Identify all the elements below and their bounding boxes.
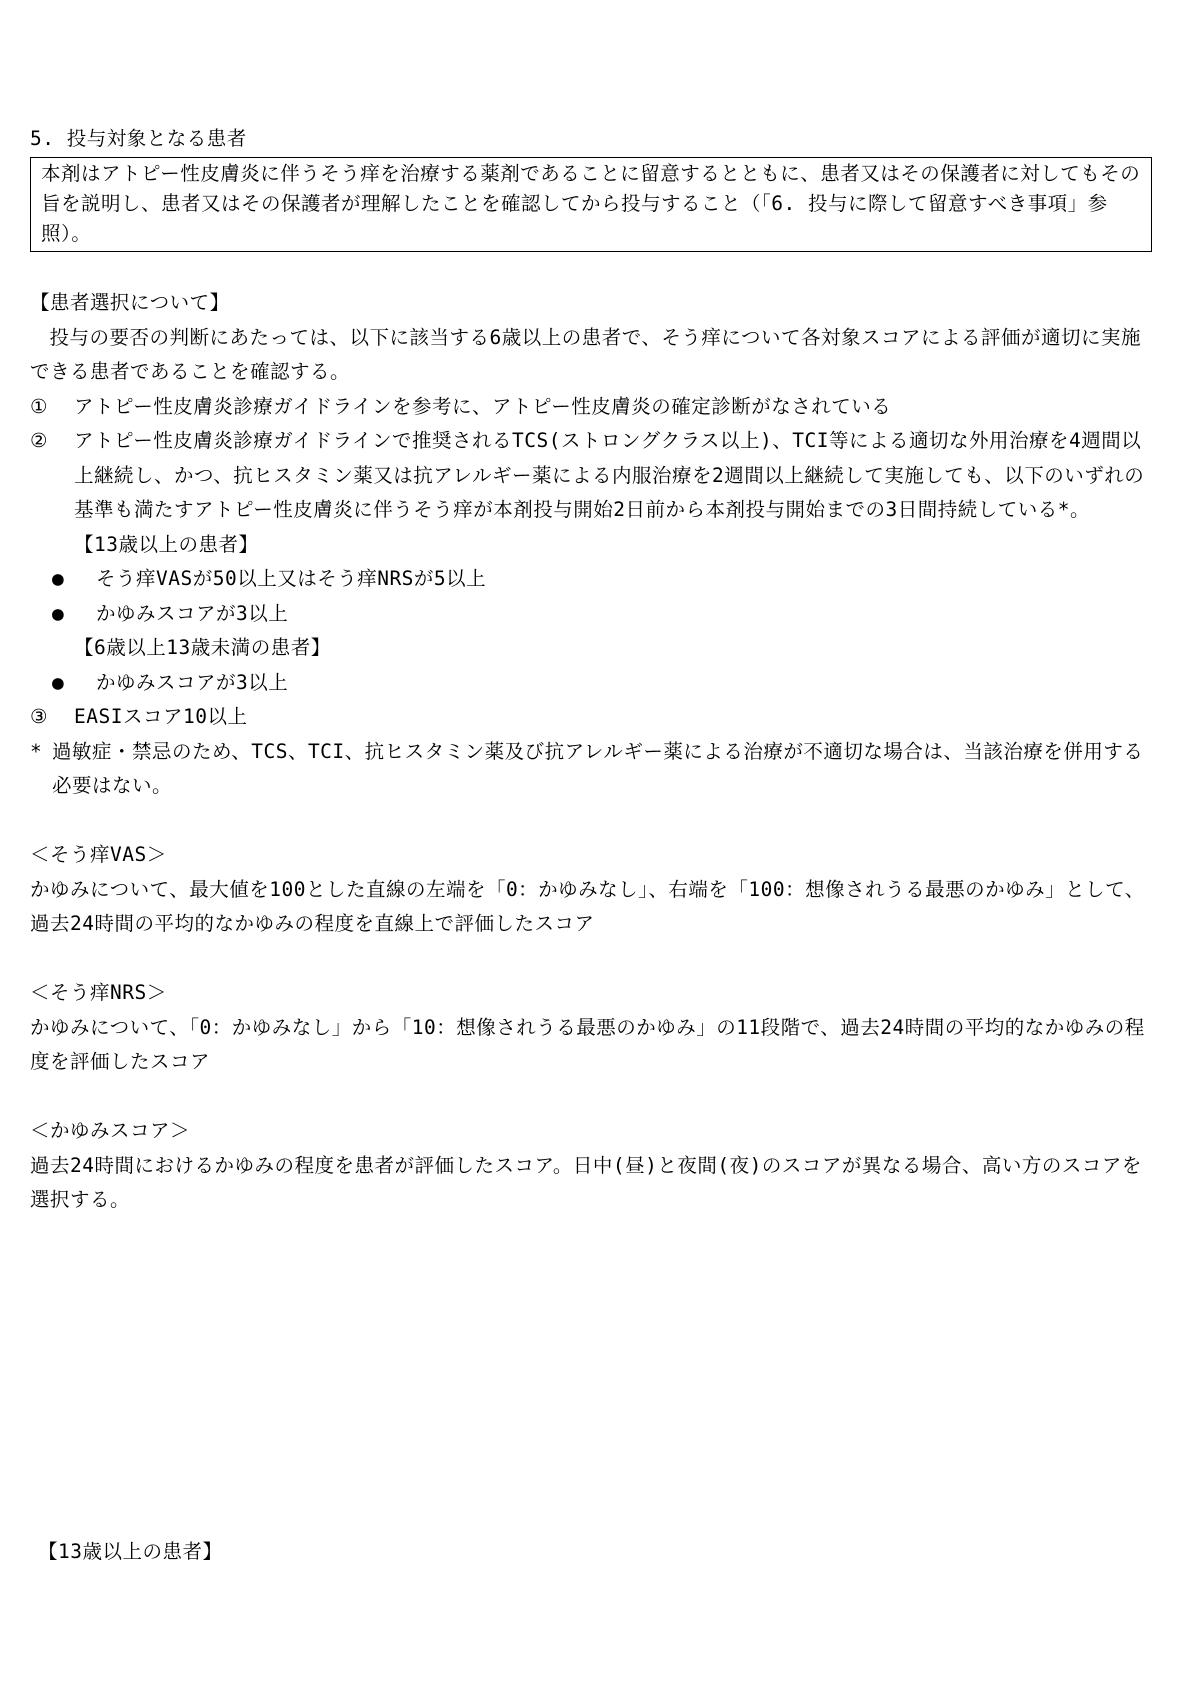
notice-box: 本剤はアトピー性皮膚炎に伴うそう痒を治療する薬剤であることに留意するとともに、患者又はその保護者に対してもその旨を説明し、患者又はその保護者が理解したことを確認してから投与すること（「6. 投与に際して留意すべき事項」参照）。 bbox=[30, 157, 1152, 252]
bullet-icon: ● bbox=[52, 567, 65, 590]
item-text: アトピー性皮膚炎診療ガイドラインで推奨されるTCS(ストロングクラス以上)、TCI等による適切な外用治療を4週間以上継続し、かつ、抗ヒスタミン薬又は抗アレルギー薬による内服治療を2週間以上継続して実施しても、以下のいずれの基準も満たすアトピー性皮膚炎に伴うそう痒が本剤投与開始2日前から本剤投与開始までの3日間持続している*。 bbox=[74, 429, 1145, 521]
item-number: ③ bbox=[30, 705, 48, 728]
bullet-text: そう痒VASが50以上又はそう痒NRSが5以上 bbox=[96, 567, 487, 590]
bullet-icon: ● bbox=[52, 670, 65, 694]
bullet-item bbox=[30, 562, 1152, 597]
definition-heading-vas: ＜そう痒VAS＞ bbox=[30, 843, 167, 866]
definition-heading-nrs: ＜そう痒NRS＞ bbox=[30, 981, 167, 1004]
item-text: アトピー性皮膚炎診療ガイドラインを参考に、アトピー性皮膚炎の確定診断がなされている bbox=[74, 394, 892, 418]
bullet-icon: ● bbox=[52, 601, 65, 625]
criteria-item-2 bbox=[30, 424, 1152, 528]
section-title: 5. 投与対象となる患者 bbox=[30, 127, 247, 150]
definition-heading-itch-score: ＜かゆみスコア＞ bbox=[30, 1119, 191, 1142]
item-number: ① bbox=[30, 394, 48, 418]
criteria-item-1 bbox=[30, 390, 1152, 425]
item-number: ② bbox=[30, 429, 48, 452]
footnote-mark: * bbox=[30, 739, 43, 763]
criteria-item-3 bbox=[30, 700, 1152, 735]
document-body bbox=[30, 122, 1152, 1218]
patient-selection-intro: 投与の要否の判断にあたっては、以下に該当する6歳以上の患者で、そう痒について各対象スコアによる評価が適切に実施できる患者であることを確認する。 bbox=[30, 325, 1141, 383]
bullet-item bbox=[30, 597, 1152, 632]
footnote-text: 過敏症・禁忌のため、TCS、TCI、抗ヒスタミン薬及び抗アレルギー薬による治療が不適切な場合は、当該治療を併用する必要はない。 bbox=[52, 739, 1144, 797]
patient-selection-heading: 【患者選択について】 bbox=[30, 291, 230, 314]
group-heading-13-plus: 【13歳以上の患者】 bbox=[74, 532, 259, 556]
bullet-item bbox=[30, 666, 1152, 701]
bullet-text: かゆみスコアが3以上 bbox=[96, 670, 289, 694]
bullet-text: かゆみスコアが3以上 bbox=[96, 601, 289, 625]
bottom-group-heading: 【13歳以上の患者】 bbox=[38, 1540, 223, 1563]
footnote bbox=[30, 735, 1152, 804]
definition-text-vas: かゆみについて、最大値を100とした直線の左端を「0：かゆみなし」、右端を「100：想像されうる最悪のかゆみ」として、過去24時間の平均的なかゆみの程度を直線上で評価したスコア bbox=[30, 877, 1145, 935]
group-heading-6-to-13: 【6歳以上13歳未満の患者】 bbox=[74, 636, 331, 659]
definition-text-nrs: かゆみについて、「0：かゆみなし」から「10：想像されうる最悪のかゆみ」の11段階で、過去24時間の平均的なかゆみの程度を評価したスコア bbox=[30, 1015, 1145, 1073]
definition-text-itch-score: 過去24時間におけるかゆみの程度を患者が評価したスコア。日中(昼)と夜間(夜)のスコアが異なる場合、高い方のスコアを選択する。 bbox=[30, 1153, 1142, 1211]
item-text: EASIスコア10以上 bbox=[74, 705, 248, 728]
